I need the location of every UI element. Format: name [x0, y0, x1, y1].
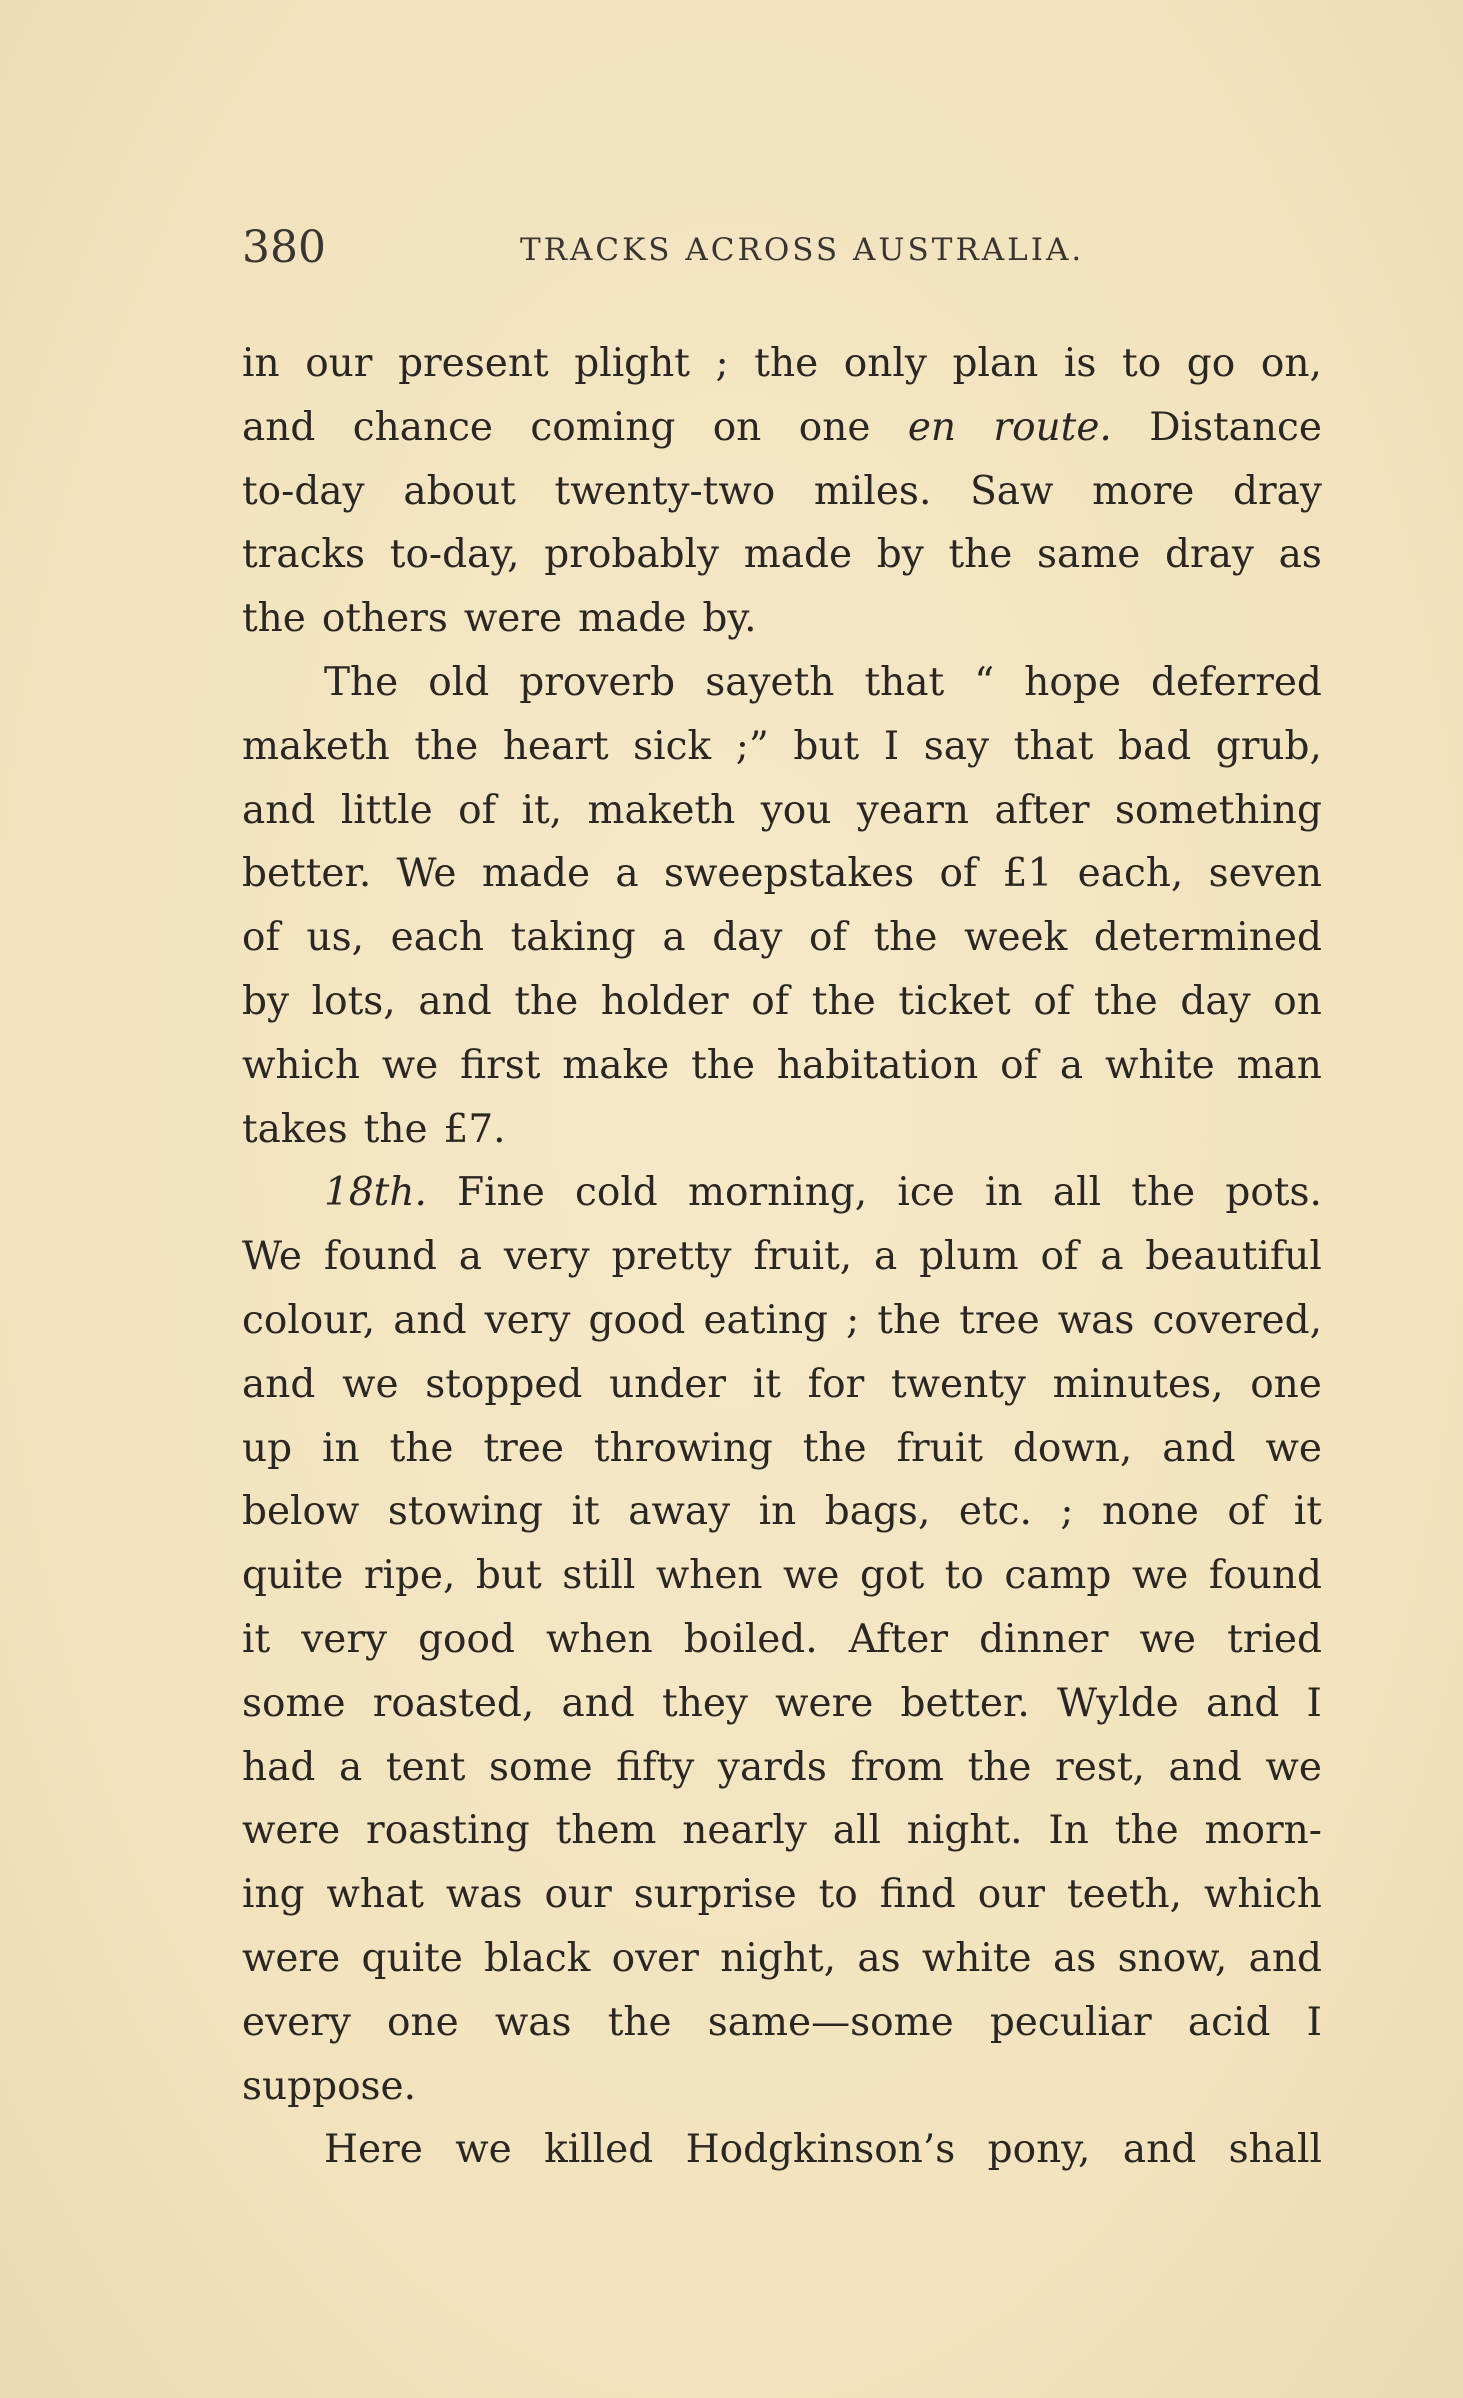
- running-head: [242, 218, 1332, 278]
- word: en: [907, 404, 957, 450]
- word: say: [923, 723, 990, 769]
- word: After: [848, 1616, 949, 1662]
- word: we: [342, 1361, 399, 1407]
- body-text: [242, 332, 1322, 2182]
- word: teeth,: [1067, 1872, 1183, 1918]
- word: them: [555, 1808, 657, 1854]
- word: the: [691, 1042, 755, 1088]
- word: but: [475, 1553, 542, 1599]
- text-line: [242, 1034, 1322, 1098]
- word: 18th.: [324, 1170, 427, 1216]
- word: we: [783, 1553, 840, 1599]
- word: which: [242, 1042, 360, 1088]
- word: ripe,: [363, 1553, 456, 1599]
- word: a: [458, 1234, 483, 1280]
- word: on: [1273, 978, 1322, 1024]
- word: plan: [952, 341, 1039, 386]
- word: and: [418, 978, 492, 1024]
- word: a: [338, 1744, 363, 1790]
- word: boiled.: [683, 1616, 818, 1662]
- word: in: [242, 341, 280, 386]
- word: little: [340, 787, 433, 833]
- word: Distance: [1149, 404, 1322, 450]
- word: our: [977, 1872, 1046, 1918]
- word: Fine: [457, 1170, 545, 1216]
- word: ice: [897, 1170, 955, 1216]
- word: pony,: [987, 2127, 1091, 2173]
- word: it: [1293, 1489, 1322, 1535]
- word: surprise: [633, 1872, 797, 1918]
- word: day: [712, 915, 783, 961]
- word: by.: [702, 596, 757, 642]
- word: to-day,: [389, 532, 520, 578]
- word: to: [818, 1872, 858, 1918]
- word: away: [628, 1489, 731, 1535]
- word: of: [1033, 978, 1072, 1024]
- word: the: [873, 915, 938, 961]
- word: very: [484, 1297, 571, 1343]
- text-line: [242, 970, 1322, 1034]
- word: very: [301, 1616, 388, 1662]
- word: and: [242, 404, 316, 450]
- word: when: [546, 1616, 653, 1662]
- text-line: [242, 842, 1322, 906]
- word: one: [798, 404, 871, 450]
- word: taking: [510, 915, 636, 961]
- word: In: [1048, 1808, 1089, 1854]
- word: and: [561, 1680, 635, 1726]
- word: of: [242, 915, 280, 961]
- text-line: [242, 2055, 1322, 2119]
- word: chance: [352, 404, 494, 450]
- word: on,: [1260, 341, 1322, 386]
- word: and: [242, 1361, 316, 1407]
- word: they: [662, 1680, 748, 1726]
- word: ticket: [898, 978, 1011, 1024]
- word: ;: [1060, 1489, 1074, 1535]
- word: grub,: [1215, 723, 1322, 769]
- word: each: [390, 915, 484, 961]
- word: white: [1105, 1042, 1215, 1088]
- word: was: [445, 1872, 523, 1918]
- text-line: [242, 651, 1322, 715]
- word: takes: [242, 1106, 348, 1152]
- word: the: [514, 978, 579, 1024]
- word: in: [322, 1425, 360, 1471]
- word: acid: [1187, 1999, 1271, 2045]
- word: We: [396, 851, 457, 897]
- word: week: [964, 915, 1068, 961]
- word: proverb: [519, 659, 676, 705]
- word: over: [611, 1935, 699, 1981]
- word: were: [242, 1808, 341, 1854]
- word: camp: [1004, 1553, 1112, 1599]
- word: some: [488, 1744, 593, 1790]
- word: to-day: [242, 468, 365, 514]
- text-line: [242, 1544, 1322, 1608]
- word: to: [944, 1553, 984, 1599]
- word: of: [1040, 1234, 1079, 1280]
- word: in: [985, 1170, 1023, 1216]
- word: etc.: [958, 1489, 1032, 1535]
- word: morning,: [688, 1170, 868, 1216]
- word: the: [1093, 978, 1158, 1024]
- word: I: [1306, 1999, 1322, 2045]
- word: found: [1208, 1553, 1322, 1599]
- word: sweepstakes: [663, 851, 915, 897]
- word: the: [607, 1999, 672, 2045]
- word: sayeth: [705, 659, 835, 705]
- word: made: [743, 532, 853, 578]
- word: down,: [1012, 1425, 1133, 1471]
- word: tree: [483, 1425, 564, 1471]
- text-line: [242, 1098, 1322, 1162]
- word: dray: [1165, 532, 1254, 578]
- word: we: [1131, 1553, 1189, 1599]
- text-line: [242, 332, 1322, 396]
- word: shall: [1228, 2127, 1322, 2173]
- word: up: [242, 1425, 293, 1471]
- text-line: [242, 1353, 1322, 1417]
- word: fruit: [896, 1425, 983, 1471]
- word: suppose.: [242, 2063, 417, 2109]
- text-line: [242, 906, 1322, 970]
- word: is: [1063, 341, 1097, 386]
- word: was: [1057, 1297, 1135, 1343]
- word: ;”: [735, 723, 769, 769]
- word: roasting: [366, 1808, 530, 1854]
- word: only: [843, 341, 927, 386]
- word: it: [752, 1361, 781, 1407]
- word: a: [1100, 1234, 1124, 1280]
- word: the: [811, 978, 876, 1024]
- word: which: [1203, 1872, 1322, 1918]
- word: and: [1248, 1935, 1322, 1981]
- word: after: [994, 787, 1090, 833]
- text-line: [242, 779, 1322, 843]
- text-line: [242, 1927, 1322, 1991]
- word: better.: [242, 851, 372, 897]
- word: stowing: [387, 1489, 544, 1535]
- word: the: [877, 1297, 942, 1343]
- text-line: [242, 1736, 1322, 1800]
- word: same—some: [707, 1999, 954, 2045]
- word: and: [1168, 1744, 1242, 1790]
- word: yards: [717, 1744, 827, 1790]
- word: one: [387, 1999, 459, 2045]
- word: ;: [715, 341, 729, 386]
- word: bad: [1117, 723, 1192, 769]
- word: beautiful: [1145, 1234, 1322, 1280]
- word: good: [418, 1616, 515, 1662]
- word: and: [1122, 2127, 1197, 2173]
- word: of: [458, 787, 497, 833]
- text-line: [242, 1161, 1322, 1225]
- word: our: [544, 1872, 612, 1918]
- word: and: [1162, 1425, 1236, 1471]
- word: we: [1265, 1425, 1322, 1471]
- word: tent: [385, 1744, 466, 1790]
- word: but: [793, 723, 860, 769]
- word: all: [1052, 1170, 1102, 1216]
- word: none: [1102, 1489, 1199, 1535]
- word: a: [662, 915, 686, 961]
- word: the: [389, 1425, 454, 1471]
- word: the: [1131, 1170, 1196, 1216]
- word: night.: [906, 1808, 1023, 1854]
- word: make: [562, 1042, 670, 1088]
- word: dinner: [979, 1616, 1109, 1662]
- word: and: [393, 1297, 467, 1343]
- text-line: [242, 1991, 1322, 2055]
- word: white: [921, 1935, 1032, 1981]
- word: we: [1139, 1616, 1197, 1662]
- word: determined: [1093, 915, 1322, 961]
- word: yearn: [856, 787, 969, 833]
- text-line: [242, 1289, 1322, 1353]
- word: about: [403, 468, 516, 514]
- word: it: [242, 1616, 271, 1662]
- word: what: [326, 1872, 424, 1918]
- word: The: [324, 659, 399, 705]
- word: night,: [720, 1935, 836, 1981]
- word: made: [578, 596, 687, 642]
- word: I: [883, 723, 900, 769]
- word: were: [242, 1935, 341, 1981]
- word: a: [873, 1234, 898, 1280]
- word: it,: [521, 787, 563, 833]
- word: peculiar: [989, 1999, 1152, 2045]
- word: old: [428, 659, 490, 705]
- word: all: [832, 1808, 881, 1854]
- word: and: [242, 787, 316, 833]
- word: by: [242, 978, 289, 1024]
- word: from: [850, 1744, 944, 1790]
- word: was: [494, 1999, 572, 2045]
- word: as: [1052, 1935, 1097, 1981]
- word: others: [321, 596, 448, 642]
- word: deferred: [1151, 659, 1322, 705]
- word: tracks: [242, 532, 366, 578]
- word: under: [609, 1361, 727, 1407]
- text-line: [242, 1480, 1322, 1544]
- word: tried: [1227, 1616, 1322, 1662]
- word: nearly: [682, 1808, 807, 1854]
- word: on: [712, 404, 762, 450]
- word: ing: [242, 1872, 305, 1918]
- word: as: [1278, 532, 1322, 578]
- word: lots,: [311, 978, 396, 1024]
- word: a: [1059, 1042, 1084, 1088]
- word: fruit,: [753, 1234, 853, 1280]
- word: each,: [1077, 851, 1184, 897]
- word: pretty: [611, 1234, 732, 1280]
- word: stopped: [425, 1361, 583, 1407]
- word: by: [876, 532, 924, 578]
- word: good: [588, 1297, 686, 1343]
- word: we: [1265, 1744, 1322, 1790]
- word: when: [655, 1553, 763, 1599]
- word: one: [1250, 1361, 1322, 1407]
- word: plum: [919, 1234, 1019, 1280]
- word: our: [305, 341, 373, 386]
- word: us,: [306, 915, 365, 961]
- word: eating: [703, 1297, 828, 1343]
- word: covered,: [1152, 1297, 1322, 1343]
- word: route.: [993, 404, 1112, 450]
- text-line: [242, 1225, 1322, 1289]
- word: still: [562, 1553, 636, 1599]
- word: cold: [575, 1170, 658, 1216]
- word: the: [802, 1425, 867, 1471]
- word: man: [1236, 1042, 1322, 1088]
- word: £7.: [443, 1106, 506, 1152]
- word: the: [967, 1744, 1032, 1790]
- word: coming: [530, 404, 676, 450]
- word: the: [242, 596, 306, 642]
- word: got: [860, 1553, 925, 1599]
- word: Here: [324, 2127, 423, 2173]
- word: minutes,: [1052, 1361, 1224, 1407]
- word: very: [503, 1234, 590, 1280]
- word: maketh: [242, 723, 390, 769]
- word: were: [463, 596, 563, 642]
- text-line: [242, 1672, 1322, 1736]
- word: twenty-two: [554, 468, 776, 514]
- word: of: [751, 978, 790, 1024]
- text-line: [242, 1608, 1322, 1672]
- text-line: [242, 1863, 1322, 1927]
- word: some: [242, 1680, 346, 1726]
- word: day: [1180, 978, 1251, 1024]
- word: the: [754, 341, 819, 386]
- word: same: [1037, 532, 1141, 578]
- text-line: [242, 715, 1322, 779]
- word: tree: [959, 1297, 1040, 1343]
- word: that: [1013, 723, 1094, 769]
- text-line: [242, 396, 1322, 460]
- word: something: [1115, 787, 1322, 833]
- word: and: [1205, 1680, 1280, 1726]
- word: dray: [1233, 468, 1322, 514]
- word: as: [857, 1935, 901, 1981]
- word: first: [460, 1042, 541, 1088]
- page-number: 380: [242, 222, 326, 273]
- word: maketh: [587, 787, 736, 833]
- word: black: [484, 1935, 591, 1981]
- word: We: [242, 1234, 302, 1280]
- word: probably: [544, 532, 720, 578]
- running-title: TRACKS ACROSS AUSTRALIA.: [520, 232, 1085, 268]
- word: heart: [502, 723, 609, 769]
- word: Hodgkinson’s: [685, 2127, 956, 2173]
- word: made: [481, 851, 591, 897]
- word: of: [809, 915, 847, 961]
- word: below: [242, 1489, 360, 1535]
- word: in: [758, 1489, 797, 1535]
- word: pots.: [1225, 1170, 1322, 1216]
- word: it: [571, 1489, 600, 1535]
- word: habitation: [776, 1042, 979, 1088]
- word: roasted,: [372, 1680, 535, 1726]
- word: the: [414, 723, 479, 769]
- word: throwing: [593, 1425, 773, 1471]
- word: holder: [600, 978, 729, 1024]
- word: hope: [1024, 659, 1121, 705]
- word: you: [760, 787, 832, 833]
- word: better.: [900, 1680, 1030, 1726]
- word: we: [381, 1042, 439, 1088]
- word: quite: [242, 1553, 344, 1599]
- word: for: [807, 1361, 865, 1407]
- word: to: [1122, 341, 1162, 386]
- word: twenty: [890, 1361, 1026, 1407]
- text-line: [242, 1799, 1322, 1863]
- word: rest,: [1055, 1744, 1145, 1790]
- word: we: [455, 2127, 512, 2173]
- word: every: [242, 1999, 351, 2045]
- word: bags,: [824, 1489, 931, 1535]
- word: I: [1306, 1680, 1322, 1726]
- text-line: [242, 460, 1322, 524]
- text-line: [242, 1417, 1322, 1481]
- word: find: [879, 1872, 956, 1918]
- word: more: [1092, 468, 1195, 514]
- word: sick: [633, 723, 712, 769]
- word: of: [1000, 1042, 1039, 1088]
- word: of: [939, 851, 978, 897]
- word: found: [323, 1234, 437, 1280]
- word: ;: [846, 1297, 860, 1343]
- word: colour,: [242, 1297, 376, 1343]
- word: present: [398, 341, 549, 386]
- word: the: [948, 532, 1013, 578]
- word: “: [974, 659, 995, 705]
- word: that: [864, 659, 945, 705]
- word: fifty: [616, 1744, 695, 1790]
- word: £1: [1002, 851, 1053, 897]
- word: a: [615, 851, 639, 897]
- word: Wylde: [1056, 1680, 1179, 1726]
- word: snow,: [1117, 1935, 1228, 1981]
- word: were: [775, 1680, 874, 1726]
- word: quite: [361, 1935, 463, 1981]
- word: plight: [574, 341, 690, 386]
- text-line: [242, 2118, 1322, 2182]
- word: morn-: [1204, 1808, 1322, 1854]
- word: the: [1114, 1808, 1179, 1854]
- text-line: [242, 523, 1322, 587]
- word: the: [363, 1106, 428, 1152]
- word: Saw: [970, 468, 1054, 514]
- word: seven: [1208, 851, 1322, 897]
- word: miles.: [813, 468, 932, 514]
- word: go: [1186, 341, 1236, 386]
- word: of: [1227, 1489, 1266, 1535]
- word: killed: [544, 2127, 654, 2173]
- word: had: [242, 1744, 316, 1790]
- text-line: [242, 587, 1322, 651]
